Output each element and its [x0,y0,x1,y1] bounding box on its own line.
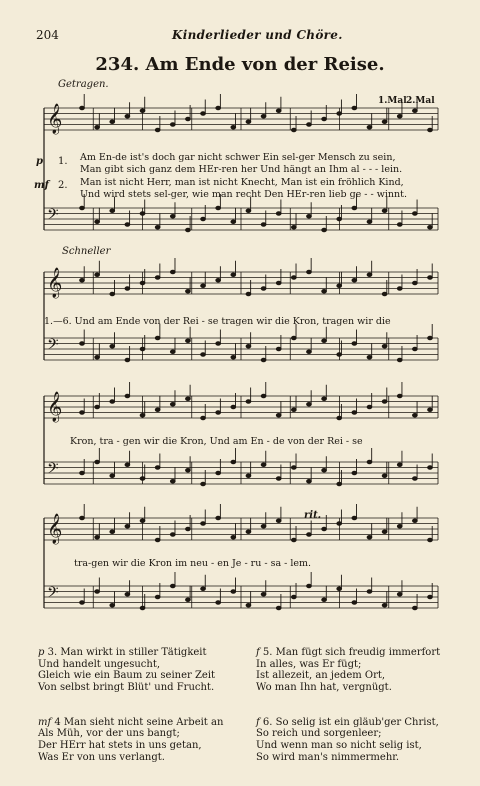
note-head [231,273,236,277]
note-head [80,106,85,110]
note-head [367,460,372,464]
verse-number-2: 2. [58,180,68,191]
second-ending-label: 2.Mal [406,96,435,106]
note-head [216,471,221,475]
note-head [246,344,251,348]
note-head [125,592,130,596]
note-head [95,590,100,594]
stanza-text: 4 Man sieht nicht seine Arbeit an Als Müh, vor der uns bangt; Der HErr hat stets in uns getan, Was Er von uns verlangt. [38,716,224,763]
note-head [322,397,327,401]
note-head [246,120,251,124]
note-head [231,355,236,359]
note-head [80,206,85,210]
note-head [428,595,433,599]
note-head [246,292,251,296]
note-head [428,276,433,280]
verse-lyric-line: Am En-de ist's doch gar nicht schwer Ein sel-ger Mensch zu sein, [80,152,396,163]
note-head [322,339,327,343]
note-head [80,471,85,475]
note-head [322,598,327,602]
note-head [125,463,130,467]
note-head [412,109,417,113]
bass-clef: 𝄢 [47,336,59,357]
note-head [155,276,160,280]
note-head [397,463,402,467]
note-head [307,350,312,354]
note-head [140,519,145,523]
note-head [397,114,402,118]
verse-number-1: 1. [58,156,68,167]
note-head [155,538,160,542]
note-head [231,125,236,129]
note-head [397,358,402,362]
note-head [261,463,266,467]
note-head [307,479,312,483]
note-head [170,214,175,218]
note-head [382,400,387,404]
note-head [95,535,100,539]
note-head [216,206,221,210]
note-head [110,474,115,478]
note-head [307,270,312,274]
note-head [337,112,342,116]
note-head [231,460,236,464]
note-head [276,519,281,523]
note-head [170,479,175,483]
note-head [307,214,312,218]
stanza-dynamic: f [256,716,260,728]
note-head [201,522,206,526]
dynamic-mf: mf [34,180,49,191]
note-head [382,344,387,348]
note-head [367,405,372,409]
stanzas-left-column [38,624,223,786]
bass-clef: 𝄢 [47,206,59,227]
note-head [246,209,251,213]
note-head [95,405,100,409]
note-head [80,411,85,415]
note-head [307,123,312,127]
note-head [337,353,342,357]
note-head [110,120,115,124]
refrain-lyric-line: tra-gen wir die Kron im neu - en Je - ru - sa - lem. [74,558,312,569]
note-head [95,125,100,129]
note-head [110,530,115,534]
note-head [291,466,296,470]
treble-clef: 𝄞 [47,104,63,134]
bass-clef: 𝄢 [47,460,59,481]
note-head [412,212,417,216]
treble-clef: 𝄞 [47,268,63,298]
note-head [352,342,357,346]
note-head [397,287,402,291]
note-head [352,471,357,475]
stanza-text: 3. Man wirkt in stiller Tätigkeit Und handelt ungesucht, Gleich wie ein Baum zu seiner Zeit Von selbst bringt Blüt' und Frucht. [38,647,216,693]
note-head [186,527,191,531]
note-head [428,128,433,132]
treble-clef: 𝄞 [47,392,63,422]
note-head [276,212,281,216]
note-head [170,402,175,406]
note-head [261,223,266,227]
first-ending-label: 1.Mal [378,96,407,106]
note-head [231,405,236,409]
note-head [261,114,266,118]
note-head [170,533,175,537]
page-number: 204 [36,28,59,42]
note-head [382,603,387,607]
note-head [276,413,281,417]
note-head [201,587,206,591]
stanza-dynamic: f [256,647,260,659]
note-head [428,538,433,542]
note-head [412,281,417,285]
note-head [276,281,281,285]
note-head [186,397,191,401]
note-head [140,413,145,417]
note-head [276,606,281,610]
note-head [428,336,433,340]
note-head [170,270,175,274]
note-head [291,225,296,229]
note-head [80,342,85,346]
note-head [291,595,296,599]
note-head [246,530,251,534]
note-head [412,347,417,351]
refrain-lyric-line: 1.—6. Und am Ende von der Rei - se tragen wir die Kron, tragen wir die [44,316,391,327]
hymn-title: 234. Am Ende von der Reise. [95,54,385,75]
note-head [367,590,372,594]
note-head [367,125,372,129]
note-head [261,394,266,398]
note-head [125,394,130,398]
note-head [125,287,130,291]
note-head [246,474,251,478]
note-head [155,128,160,132]
note-head [276,477,281,481]
running-title: Kinderlieder und Chöre. [172,28,343,42]
note-head [428,408,433,412]
note-head [125,524,130,528]
tempo-marking-2: Schneller [62,246,111,257]
note-head [276,109,281,113]
stanza-6 [256,717,440,763]
note-head [140,281,145,285]
note-head [80,516,85,520]
note-head [307,533,312,537]
note-head [231,220,236,224]
note-head [231,590,236,594]
note-head [428,225,433,229]
note-head [428,466,433,470]
note-head [186,228,191,232]
note-head [412,477,417,481]
note-head [216,601,221,605]
note-head [125,358,130,362]
note-head [140,347,145,351]
note-head [125,114,130,118]
note-head [140,477,145,481]
note-head [367,220,372,224]
stanza-3 [38,647,223,693]
note-head [140,606,145,610]
note-head [155,466,160,470]
note-head [291,276,296,280]
note-head [322,228,327,232]
note-head [382,120,387,124]
note-head [352,601,357,605]
note-head [216,278,221,282]
note-head [322,527,327,531]
verse-lyric-line: Man gibt sich ganz dem HEr-ren her Und hängt an Ihm al - - - lein. [80,164,403,175]
note-head [352,106,357,110]
note-head [201,112,206,116]
note-head [216,411,221,415]
note-head [155,225,160,229]
note-head [367,273,372,277]
stanza-5 [256,647,440,693]
note-head [201,482,206,486]
note-head [201,416,206,420]
ritardando-marking: rit. [304,510,322,521]
note-head [337,416,342,420]
note-head [231,535,236,539]
note-head [352,206,357,210]
stanza-4 [38,717,223,763]
note-head [276,347,281,351]
note-head [216,516,221,520]
note-head [261,358,266,362]
note-head [397,394,402,398]
note-head [201,217,206,221]
note-head [140,212,145,216]
note-head [397,223,402,227]
note-head [412,519,417,523]
note-head [261,287,266,291]
note-head [110,603,115,607]
verse-lyric-line: Und wird stets sel-ger, wie man recht Den HEr-ren lieb ge - - winnt. [80,189,407,200]
note-head [246,400,251,404]
note-head [125,223,130,227]
note-head [322,468,327,472]
note-head [246,603,251,607]
refrain-lyric-line: Kron, tra - gen wir die Kron, Und am En - de von der Rei - se [70,436,363,447]
note-head [337,482,342,486]
note-head [170,350,175,354]
bass-clef: 𝄢 [47,584,59,605]
note-head [110,209,115,213]
note-head [80,278,85,282]
note-head [261,592,266,596]
note-head [397,524,402,528]
note-head [110,400,115,404]
note-head [291,128,296,132]
note-head [95,273,100,277]
stanza-dynamic: mf [38,716,52,728]
note-head [382,209,387,213]
note-head [110,292,115,296]
note-head [186,339,191,343]
note-head [170,123,175,127]
stanza-dynamic: p [38,647,45,659]
note-head [337,284,342,288]
note-head [80,601,85,605]
verse-lyric-line: Man ist nicht Herr, man ist nicht Knecht, Man ist ein fröhlich Kind, [80,177,404,188]
note-head [382,530,387,534]
stanzas-right-column [256,624,440,786]
note-head [382,474,387,478]
note-head [155,408,160,412]
note-head [337,522,342,526]
note-head [170,584,175,588]
note-head [322,289,327,293]
note-head [201,284,206,288]
treble-clef: 𝄞 [47,514,63,544]
note-head [155,595,160,599]
note-head [201,353,206,357]
tempo-marking: Getragen. [58,79,109,90]
stanza-text: 6. So selig ist ein gläub'ger Christ, So reich und sorgenleer; Und wenn man so nicht selig ist, So wird man's nimmermehr. [256,716,439,763]
note-head [291,538,296,542]
note-head [261,524,266,528]
note-head [322,117,327,121]
note-head [337,217,342,221]
note-head [155,336,160,340]
note-head [367,355,372,359]
note-head [186,289,191,293]
note-head [367,535,372,539]
note-head [110,344,115,348]
note-head [382,292,387,296]
note-head [352,516,357,520]
note-head [352,411,357,415]
stanza-text: 5. Man fügt sich freudig immerfort In alles, was Er fügt; Ist allezeit, an jedem Ort, Wo man Ihn hat, vergnügt. [256,647,441,693]
note-head [397,592,402,596]
note-head [352,278,357,282]
note-head [412,606,417,610]
dynamic-p: p [36,156,43,167]
note-head [186,598,191,602]
note-head [216,106,221,110]
note-head [95,220,100,224]
note-head [140,109,145,113]
note-head [216,342,221,346]
note-head [337,587,342,591]
note-head [95,460,100,464]
note-head [95,355,100,359]
note-head [412,413,417,417]
note-head [291,408,296,412]
note-head [186,117,191,121]
note-head [307,402,312,406]
note-head [186,468,191,472]
note-head [291,336,296,340]
note-head [307,584,312,588]
